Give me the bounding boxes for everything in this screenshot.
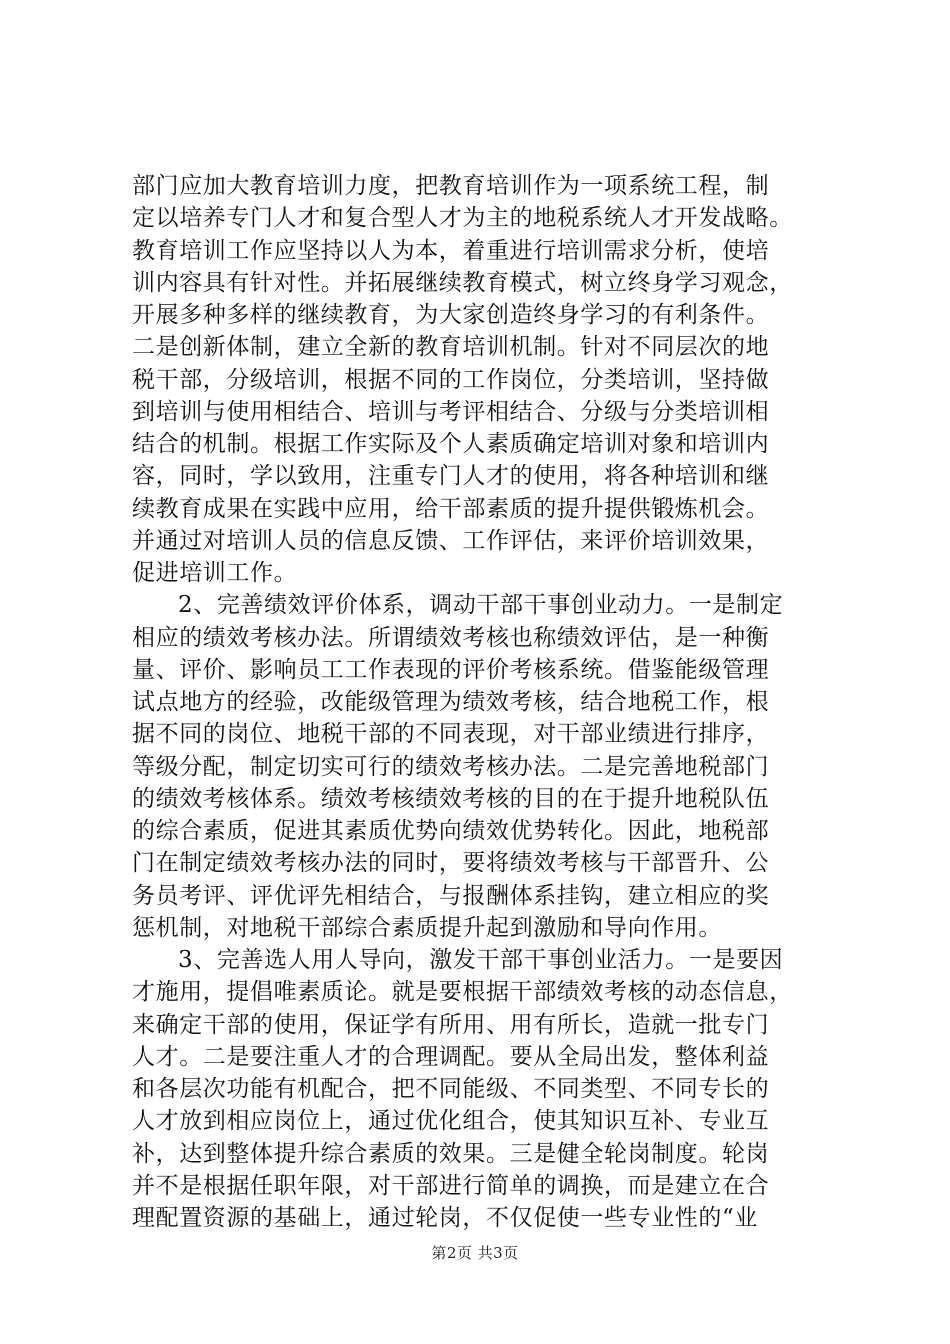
text-line: 并通过对培训人员的信息反馈、工作评估，来评价培训效果， bbox=[132, 527, 770, 554]
text-line: 开展多种多样的继续教育，为大家创造终身学习的有利条件。 bbox=[132, 302, 770, 328]
text-line: 人才。二是要注重人才的合理调配。要从全局出发，整体利益 bbox=[132, 1043, 770, 1070]
text-line: 试点地方的经验，改能级管理为绩效考核，结合地税工作，根 bbox=[132, 689, 770, 715]
text-line: 到培训与使用相结合、培训与考评相结合、分级与分类培训相 bbox=[132, 398, 770, 425]
text-line: 二是创新体制，建立全新的教育培训机制。针对不同层次的地 bbox=[132, 334, 770, 361]
text-line: 的绩效考核体系。绩效考核绩效考核的目的在于提升地税队伍 bbox=[132, 785, 770, 812]
text-line: 税干部，分级培训，根据不同的工作岗位，分类培训，坚持做 bbox=[132, 366, 770, 393]
text-line: 相应的绩效考核办法。所谓绩效考核也称绩效评估，是一种衡 bbox=[132, 624, 770, 651]
text-line: 门在制定绩效考核办法的同时，要将绩效考核与干部晋升、公 bbox=[132, 850, 770, 877]
text-line: 教育培训工作应坚持以人为本，着重进行培训需求分析，使培 bbox=[132, 237, 770, 264]
page-footer: 第2页 共3页 bbox=[431, 1244, 519, 1262]
text-line: 量、评价、影响员工工作表现的评价考核系统。借鉴能级管理 bbox=[132, 656, 770, 683]
text-line: 促进培训工作。 bbox=[132, 560, 298, 586]
text-line: 续教育成果在实践中应用，给干部素质的提升提供锻炼机会。 bbox=[132, 495, 770, 522]
text-line: 的综合素质，促进其素质优势向绩效优势转化。因此，地税部 bbox=[132, 818, 770, 844]
text-line: 2、完善绩效评价体系，调动干部干事创业动力。一是制定 bbox=[178, 592, 784, 619]
text-line: 人才放到相应岗位上，通过优化组合，使其知识互补、专业互 bbox=[132, 1108, 770, 1135]
text-line: 等级分配，制定切实可行的绩效考核办法。二是完善地税部门 bbox=[132, 753, 770, 780]
text-line: 惩机制，对地税干部综合素质提升起到激励和导向作用。 bbox=[132, 914, 722, 941]
text-line: 务员考评、评优评先相结合，与报酬体系挂钩，建立相应的奖 bbox=[132, 882, 770, 909]
text-line: 训内容具有针对性。并拓展继续教育模式，树立终身学习观念， bbox=[132, 269, 793, 296]
text-line: 3、完善选人用人导向，激发干部干事创业活力。一是要因 bbox=[178, 947, 784, 973]
text-line: 才施用，提倡唯素质论。就是要根据干部绩效考核的动态信息， bbox=[132, 979, 793, 1006]
text-line: 理配置资源的基础上，通过轮岗，不仅促使一些专业性的“业 bbox=[132, 1205, 758, 1231]
text-line: 定以培养专门人才和复合型人才为主的地税系统人才开发战略。 bbox=[132, 205, 793, 232]
text-line: 并不是根据任职年限，对干部进行简单的调换，而是建立在合 bbox=[132, 1172, 770, 1199]
document-body bbox=[132, 170, 832, 1234]
text-line: 来确定干部的使用，保证学有所用、用有所长，造就一批专门 bbox=[132, 1011, 770, 1038]
text-line: 部门应加大教育培训力度，把教育培训作为一项系统工程，制 bbox=[132, 173, 770, 199]
text-line: 和各层次功能有机配合，把不同能级、不同类型、不同专长的 bbox=[132, 1076, 770, 1102]
text-line: 据不同的岗位、地税干部的不同表现，对干部业绩进行排序， bbox=[132, 721, 770, 748]
text-line: 结合的机制。根据工作实际及个人素质确定培训对象和培训内 bbox=[132, 431, 770, 457]
text-line: 容，同时，学以致用，注重专门人才的使用，将各种培训和继 bbox=[132, 463, 770, 490]
text-line: 补，达到整体提升综合素质的效果。三是健全轮岗制度。轮岗 bbox=[132, 1140, 770, 1167]
